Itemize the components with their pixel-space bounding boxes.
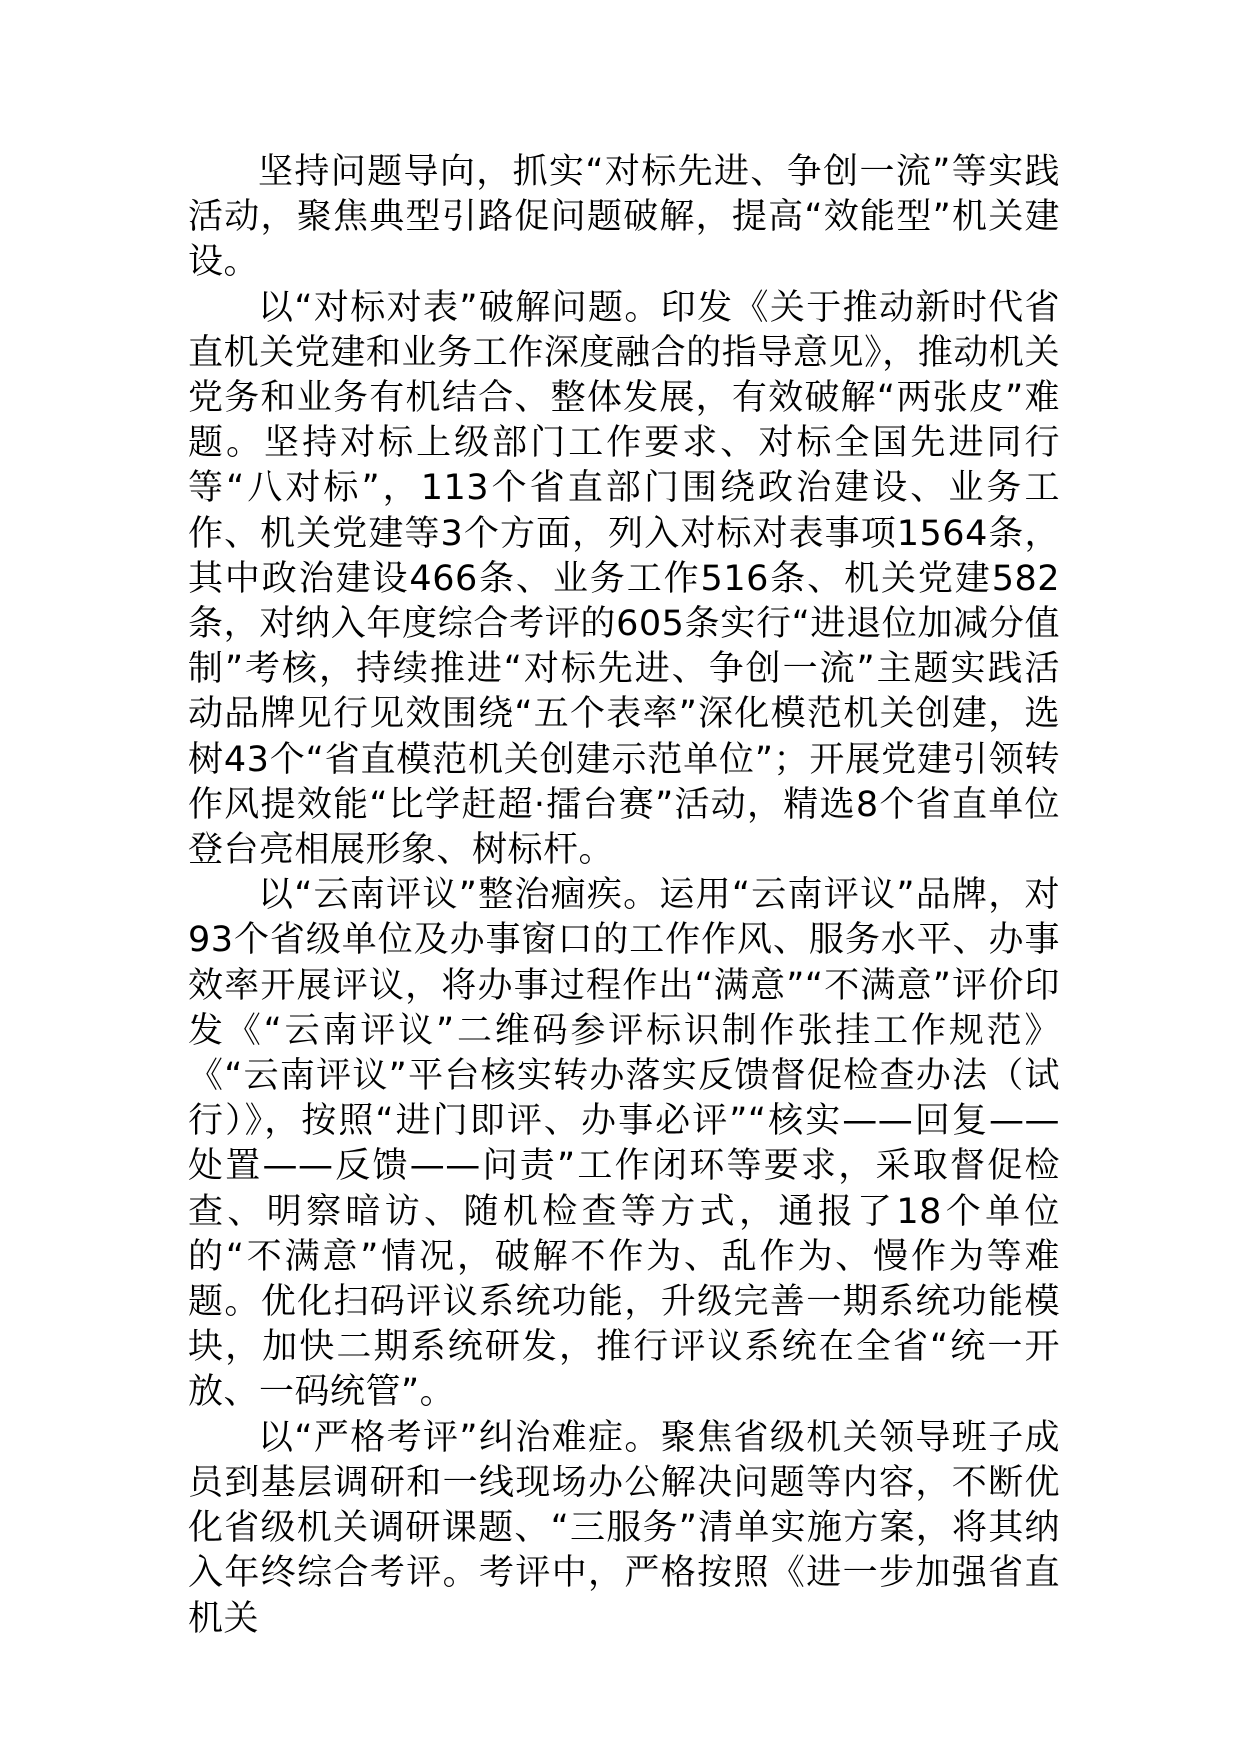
- paragraph-intro: 坚持问题导向，抓实“对标先进、争创一流”等实践活动，聚焦典型引路促问题破解，提高“效能型”机关建设。: [188, 152, 1060, 283]
- paragraph-benchmarking: 以“对标对表”破解问题。印发《关于推动新时代省直机关党建和业务工作深度融合的指导意见》，推动机关党务和业务有机结合、整体发展，有效破解“两张皮”难题。坚持对标上级部门工作要求、对标全国先进同行等“八对标”，113个省直部门围绕政治建设、业务工作、机关党建等3个方面，列入对标对表事项1564条，其中政治建设466条、业务工作516条、机关党建582条，对纳入年度综合考评的605条实行“进退位加减分值制”考核，持续推进“对标先进、争创一流”主题实践活动品牌见行见效围绕“五个表率”深化模范机关创建，选树43个“省直模范机关创建示范单位”；开展党建引领转作风提效能“比学赶超·擂台赛”活动，精选8个省直单位登台亮相展形象、树标杆。: [188, 287, 1060, 871]
- paragraph-strict-evaluation: 以“严格考评”纠治难症。聚焦省级机关领导班子成员到基层调研和一线现场办公解决问题等内容，不断优化省级机关调研课题、“三服务”清单实施方案，将其纳入年终综合考评。考评中，严格按照《进一步加强省直机关: [188, 1417, 1060, 1639]
- paragraph-yunnan-review: 以“云南评议”整治痼疾。运用“云南评议”品牌，对93个省级单位及办事窗口的工作作风、服务水平、办事效率开展评议，将办事过程作出“满意”“不满意”评价印发《“云南评议”二维码参评标识制作张挂工作规范》《“云南评议”平台核实转办落实反馈督促检查办法（试行）》，按照“进门即评、办事必评”“核实——回复——处置——反馈——问责”工作闭环等要求，采取督促检查、明察暗访、随机检查等方式，通报了18个单位的“不满意”情况，破解不作为、乱作为、慢作为等难题。优化扫码评议系统功能，升级完善一期系统功能模块，加快二期系统研发，推行评议系统在全省“统一开放、一码统管”。: [188, 875, 1060, 1413]
- document-page: [188, 150, 1060, 1642]
